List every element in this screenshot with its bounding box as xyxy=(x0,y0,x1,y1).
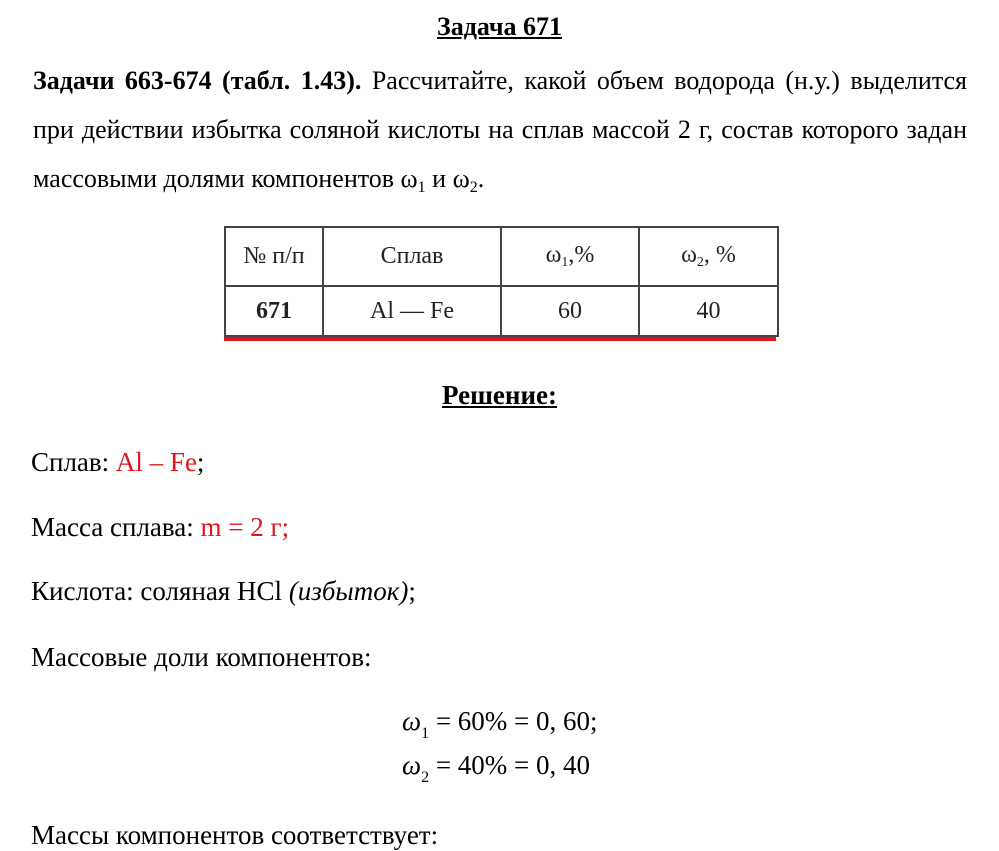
alloy-label: Сплав: xyxy=(31,447,116,477)
header-omega-2-unit: , % xyxy=(703,242,736,268)
formula-omega-2 xyxy=(402,750,590,787)
header-omega-2-sub: 2 xyxy=(696,255,704,270)
header-number: № п/п xyxy=(225,227,323,286)
formula-1-symbol: ω xyxy=(402,706,422,736)
cell-omega-2: 40 xyxy=(639,286,778,336)
table-row xyxy=(225,286,778,336)
solution-heading: Решение: xyxy=(442,380,557,410)
omega-sub-2: 2 xyxy=(469,179,478,196)
formula-2-expr: = 40% = 0, 40 xyxy=(429,750,591,780)
fractions-line: Массовые доли компонентов: xyxy=(31,642,372,672)
omega-sub-1: 1 xyxy=(417,179,426,196)
header-omega-1 xyxy=(501,227,639,286)
header-omega-2-symbol: ω xyxy=(681,242,697,268)
header-omega-1-sub: 1 xyxy=(561,255,569,270)
header-omega-1-unit: ,% xyxy=(568,242,595,268)
task-title: Задача 671 xyxy=(437,12,562,41)
table-underline xyxy=(224,337,776,341)
header-omega-2 xyxy=(639,227,778,286)
problem-text-2: и ω xyxy=(425,164,470,193)
masses-line: Массы компонентов соответствует: xyxy=(31,820,439,850)
alloy-value: Al – Fe xyxy=(115,447,197,477)
formula-omega-1 xyxy=(402,706,598,743)
acid-end: ; xyxy=(408,576,416,606)
formula-1-expr: = 60% = 0, 60; xyxy=(429,706,598,736)
mass-value: m = 2 г; xyxy=(200,512,290,542)
alloy-line xyxy=(31,447,204,478)
header-alloy: Сплав xyxy=(323,227,501,286)
acid-note: (избыток) xyxy=(288,576,409,606)
acid-label: Кислота: соляная HCl xyxy=(31,576,289,606)
formula-2-symbol: ω xyxy=(402,750,422,780)
data-table xyxy=(224,226,779,337)
formula-1-sub: 1 xyxy=(421,725,430,742)
header-omega-1-symbol: ω xyxy=(545,242,562,268)
table-header-row xyxy=(225,227,778,286)
problem-statement xyxy=(33,56,967,203)
cell-omega-1: 60 xyxy=(501,286,639,336)
cell-number: 671 xyxy=(225,286,323,336)
cell-alloy: Al — Fe xyxy=(323,286,501,336)
problem-text-3: . xyxy=(477,164,485,193)
formula-2-sub: 2 xyxy=(421,769,430,786)
mass-label: Масса сплава: xyxy=(31,512,201,542)
problem-reference: Задачи 663-674 (табл. 1.43). xyxy=(33,66,362,95)
mass-line xyxy=(31,512,289,543)
acid-line xyxy=(31,576,416,607)
problem-text-1: Рассчитайте, какой объем водорода (н.у.) выделится при действии избытка соляной кислоты на сплав массой 2 г, состав которого задан массовыми долями компонентов ω xyxy=(33,66,968,193)
alloy-end: ; xyxy=(196,447,205,477)
